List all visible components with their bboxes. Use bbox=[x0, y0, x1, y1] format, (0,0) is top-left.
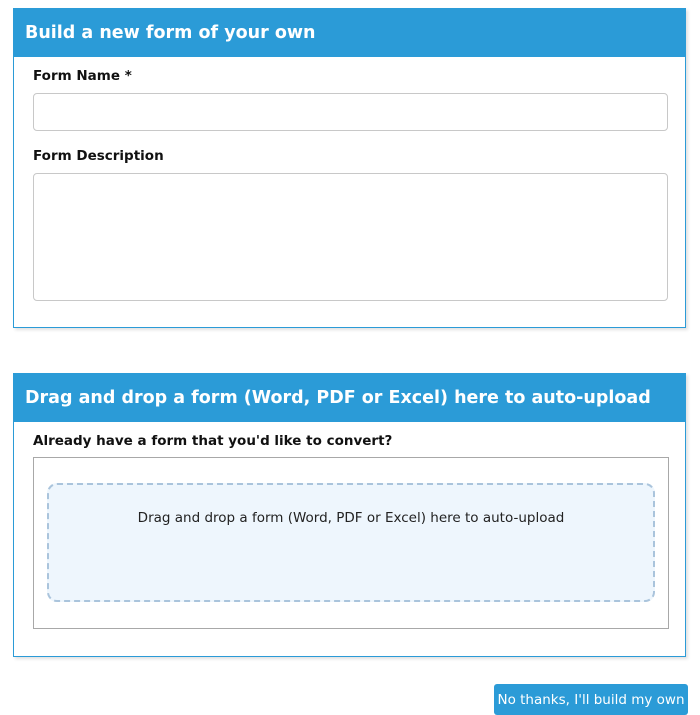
upload-form-panel-title: Drag and drop a form (Word, PDF or Excel) here to auto-upload bbox=[14, 374, 685, 422]
form-description-input[interactable] bbox=[33, 173, 668, 301]
form-name-label: Form Name * bbox=[33, 68, 132, 84]
dropzone-text: Drag and drop a form (Word, PDF or Excel) here to auto-upload bbox=[137, 510, 565, 526]
build-form-panel-title: Build a new form of your own bbox=[14, 9, 685, 57]
form-name-input[interactable] bbox=[33, 93, 668, 131]
build-my-own-button[interactable]: No thanks, I'll build my own bbox=[494, 684, 688, 715]
build-form-panel bbox=[13, 8, 686, 328]
upload-area bbox=[33, 457, 669, 629]
convert-prompt: Already have a form that you'd like to convert? bbox=[33, 433, 393, 449]
file-dropzone[interactable] bbox=[47, 483, 655, 602]
upload-form-panel bbox=[13, 373, 686, 657]
form-description-label: Form Description bbox=[33, 148, 164, 164]
